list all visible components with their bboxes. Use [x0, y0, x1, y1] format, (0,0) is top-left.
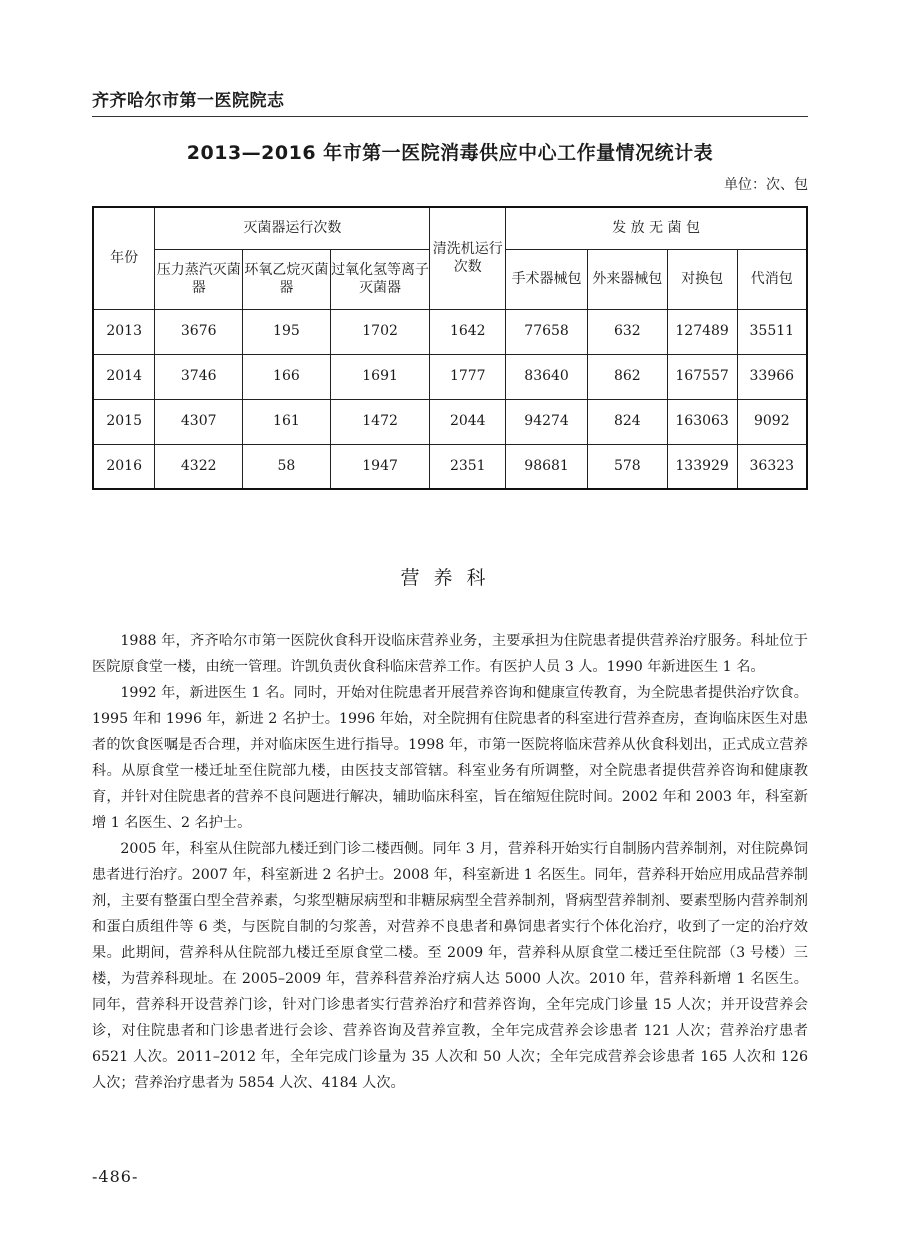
table-row	[93, 399, 807, 444]
table-cell: 33966	[737, 354, 807, 399]
table-cell: 3746	[155, 354, 243, 399]
workload-statistics-table	[92, 206, 808, 490]
table-cell: 127489	[667, 309, 737, 354]
section-body	[92, 628, 808, 1096]
table-cell: 4307	[155, 399, 243, 444]
table-cell: 58	[243, 444, 331, 489]
table-unit-note: 单位：次、包	[724, 177, 808, 193]
cell-year: 2014	[93, 354, 155, 399]
table-cell: 195	[243, 309, 331, 354]
table-title: 2013—2016 年市第一医院消毒供应中心工作量情况统计表	[186, 142, 714, 164]
table-cell: 94274	[506, 399, 588, 444]
header-eo-sterilizer: 环氧乙烷灭菌器	[243, 249, 331, 309]
header-steam-sterilizer: 压力蒸汽灭菌器	[155, 249, 243, 309]
table-cell: 578	[587, 444, 667, 489]
table-cell: 1702	[330, 309, 430, 354]
table-cell: 98681	[506, 444, 588, 489]
header-surgical-packs: 手术器械包	[506, 249, 588, 309]
table-cell: 1947	[330, 444, 430, 489]
table-cell: 167557	[667, 354, 737, 399]
table-cell: 35511	[737, 309, 807, 354]
body-paragraph: 2005 年，科室从住院部九楼迁到门诊二楼西侧。同年 3 月，营养科开始实行自制肠内营养制剂，对住院鼻饲患者进行治疗。2007 年，科室新进 2 名护士。2008 年，科室新进 1 名医生。同年，营养科开始应用成品营养制剂，主要有整蛋白型全营养素，匀浆型糖尿病型和非糖尿病型全营养制剂，肾病型营养制剂、要素型肠内营养制剂和蛋白质组件等 6 类，与医院自制的匀浆善，对营养不良患者和鼻饲患者实行个体化治疗，收到了一定的治疗效果。此期间，营养科从住院部九楼迁至原食堂二楼。至 2009 年，营养科从原食堂二楼迁至住院部（3 号楼）三楼，为营养科现址。在 2005–2009 年，营养科营养治疗病人达 5000 人次。2010 年，营养科新增 1 名医生。同年，营养科开设营养门诊，针对门诊患者实行营养治疗和营养咨询，全年完成门诊量 15 人次；并开设营养会诊，对住院患者和门诊患者进行会诊、营养咨询及营养宣教，全年完成营养会诊患者 121 人次；营养治疗患者 6521 人次。2011–2012 年，全年完成门诊量为 35 人次和 50 人次；全年完成营养会诊患者 165 人次和 126 人次；营养治疗患者为 5854 人次、4184 人次。	[92, 841, 808, 1091]
table-cell: 4322	[155, 444, 243, 489]
table-cell: 36323	[737, 444, 807, 489]
table-cell: 83640	[506, 354, 588, 399]
table-cell: 2351	[430, 444, 506, 489]
body-paragraph: 1988 年，齐齐哈尔市第一医院伙食科开设临床营养业务，主要承担为住院患者提供营养治疗服务。科址位于医院原食堂一楼，由统一管理。许凯负责伙食科临床营养工作。有医护人员 3 人。1990 年新进医生 1 名。	[92, 633, 808, 675]
table-cell: 166	[243, 354, 331, 399]
header-proxy-packs: 代消包	[737, 249, 807, 309]
table-cell: 824	[587, 399, 667, 444]
section-title: 营养科	[400, 567, 500, 589]
header-external-packs: 外来器械包	[587, 249, 667, 309]
table-cell: 632	[587, 309, 667, 354]
table-row	[93, 309, 807, 354]
header-year: 年份	[93, 207, 155, 309]
table-cell: 163063	[667, 399, 737, 444]
table-cell: 1642	[430, 309, 506, 354]
table-row	[93, 444, 807, 489]
table-cell: 1472	[330, 399, 430, 444]
page-number: -486-	[92, 1167, 139, 1186]
table-row	[93, 354, 807, 399]
table-cell: 1777	[430, 354, 506, 399]
running-header-title: 齐齐哈尔市第一医院院志	[92, 86, 808, 117]
header-plasma-sterilizer: 过氧化氢等离子灭菌器	[330, 249, 430, 309]
body-paragraph: 1992 年，新进医生 1 名。同时，开始对住院患者开展营养咨询和健康宣传教育，为全院患者提供治疗饮食。1995 年和 1996 年，新进 2 名护士。1996 年始，对全院拥有住院患者的科室进行营养查房，查询临床医生对患者的饮食医嘱是否合理，并对临床医生进行指导。1998 年，市第一医院将临床营养从伙食科划出，正式成立营养科。从原食堂一楼迁址至住院部九楼，由医技支部管辖。科室业务有所调整，对全院患者提供营养咨询和健康教育，并针对住院患者的营养不良问题进行解决，辅助临床科室，旨在缩短住院时间。2002 年和 2003 年，科室新增 1 名医生、2 名护士。	[92, 685, 808, 831]
table-cell: 9092	[737, 399, 807, 444]
cell-year: 2013	[93, 309, 155, 354]
cell-year: 2015	[93, 399, 155, 444]
table-cell: 862	[587, 354, 667, 399]
table-cell: 133929	[667, 444, 737, 489]
header-exchange-packs: 对换包	[667, 249, 737, 309]
header-sterile-packs: 发 放 无 菌 包	[506, 207, 807, 249]
table-cell: 77658	[506, 309, 588, 354]
table-cell: 2044	[430, 399, 506, 444]
header-sterilizer-runs: 灭菌器运行次数	[155, 207, 430, 249]
header-washer-runs: 清洗机运行次数	[430, 207, 506, 309]
table-cell: 3676	[155, 309, 243, 354]
cell-year: 2016	[93, 444, 155, 489]
table-cell: 1691	[330, 354, 430, 399]
table-cell: 161	[243, 399, 331, 444]
